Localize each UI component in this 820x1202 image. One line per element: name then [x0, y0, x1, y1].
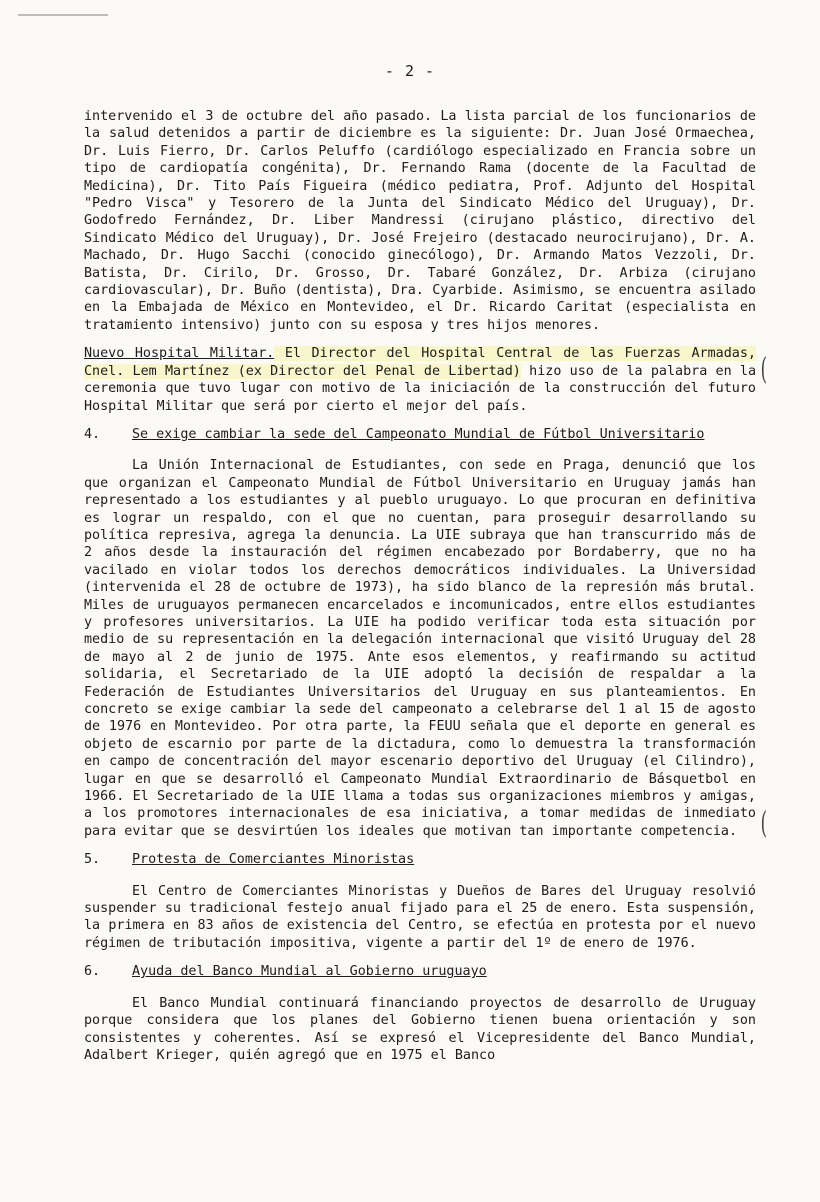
paragraph-lead-title: Nuevo Hospital Militar.: [84, 346, 275, 362]
page-number: - 2 -: [384, 62, 436, 80]
section-body: El Banco Mundial continuará financiando proyectos de desarrollo de Uruguay porque considera que los planes del Gobierno tienen buena orientación y son consistentes y coherentes. Así se expresó el Vicepresidente del Banco Mundial, Adalbert Krieger, quién agregó que en 1975 el Banco: [84, 995, 756, 1063]
section-title: Ayuda del Banco Mundial al Gobierno uruguayo: [132, 964, 487, 980]
scan-edge-mark: [18, 14, 108, 16]
section-heading: [84, 426, 756, 443]
margin-mark: (: [760, 352, 768, 387]
section-heading: [84, 963, 756, 980]
section-heading: [84, 851, 756, 868]
margin-mark: (: [760, 806, 768, 841]
paragraph-military-hospital: [84, 345, 756, 415]
paragraph-detained-doctors: intervenido el 3 de octubre del año pasado. La lista parcial de los funcionarios de la salud detenidos a partir de diciembre es la siguiente: Dr. Juan José Ormaechea, Dr. Luis Fierro, Dr. Carlos Peluffo (cardiólogo especializado en Francia sobre un tipo de cardiopatía congénita), Dr. Fernando Rama (docente de la Facultad de Medicina), Dr. Tito País Figueira (médico pediatra, Prof. Adjunto del Hospital "Pedro Visca" y Tesorero de la Junta del Sindicato Médico del Uruguay), Dr. Godofredo Fernández, Dr. Liber Mandressi (cirujano plástico, directivo del Sindicato Médico del Uruguay), Dr. José Frejeiro (destacado neurocirujano), Dr. A. Machado, Dr. Hugo Sacchi (conocido ginecólogo), Dr. Armando Matos Vezzoli, Dr. Batista, Dr. Cirilo, Dr. Grosso, Dr. Tabaré González, Dr. Arbiza (cirujano cardiovascular), Dr. Buño (dentista), Dra. Cyarbide. Asimismo, se encuentra asilado en la Embajada de México en Montevideo, el Dr. Ricardo Caritat (especialista en tratamiento intensivo) junto con su esposa y tres hijos menores.: [84, 109, 756, 333]
highlighted-text: El Director del Hospital Central de las Fuerzas Armadas, Cnel. Lem Martínez (ex Director del Penal de Libertad): [84, 346, 756, 379]
section-body: El Centro de Comerciantes Minoristas y Dueños de Bares del Uruguay resolvió suspender su tradicional festejo anual fijado para el 25 de enero. Esta suspensión, la primera en 83 años de existencia del Centro, se efectúa en protesta por el nuevo régimen de tributación impositiva, vigente a partir del 1º de enero de 1976.: [84, 883, 756, 951]
document-body: [84, 108, 756, 1075]
section-number: 6.: [84, 964, 101, 980]
section-body: La Unión Internacional de Estudiantes, con sede en Praga, denunció que los que organizan el Campeonato Mundial de Fútbol Universitario en Uruguay jamás han representado a los estudiantes y al pueblo uruguayo. Lo que procuran en definitiva es lograr un respaldo, con el que no cuentan, para proseguir desarrollando su política represiva, agrega la denuncia. La UIE subraya que han transcurrido más de 2 años desde la instauración del régimen encabezado por Bordaberry, que no ha vacilado en violar todos los derechos democráticos individuales. La Universidad (intervenida el 28 de octubre de 1973), ha sido blanco de la represión más brutal. Miles de uruguayos permanecen encarcelados e incomunicados, entre ellos estudiantes y profesores universitarios. La UIE ha podido verificar toda esta situación por medio de su representación en la delegación internacional que visitó Uruguay del 28 de mayo al 2 de junio de 1975. Ante esos elementos, y reafirmando su actitud solidaria, el Secretariado de la UIE adoptó la decisión de respaldar a la Federación de Estudiantes Universitarios del Uruguay en sus planteamientos. En concreto se exige cambiar la sede del campeonato a celebrarse del 1 al 15 de agosto de 1976 en Montevideo. Por otra parte, la FEUU señala que el deporte en general es objeto de escarnio por parte de la dictadura, como lo demuestra la transformación en campo de concentración del mayor escenario deportivo del Uruguay (el Cilindro), lugar en que se desarrolló el Campeonato Mundial Extraordinario de Básquetbol en 1966. El Secretariado de la UIE llama a todas sus organizaciones miembros y amigas, a los promotores internacionales de esa iniciativa, a tomar medidas de inmediato para evitar que se desvirtúen los ideales que motivan tan importante competencia.: [84, 458, 756, 839]
section-number: 4.: [84, 426, 101, 442]
paragraph-text: hizo uso de la palabra en la ceremonia que tuvo lugar con motivo de la iniciación de la construcción del futuro Hospital Militar que será por cierto el mejor del país.: [84, 363, 757, 414]
section-title: Protesta de Comerciantes Minoristas: [132, 852, 415, 868]
section-number: 5.: [84, 852, 101, 868]
section-title: Se exige cambiar la sede del Campeonato Mundial de Fútbol Universitario: [132, 426, 705, 442]
